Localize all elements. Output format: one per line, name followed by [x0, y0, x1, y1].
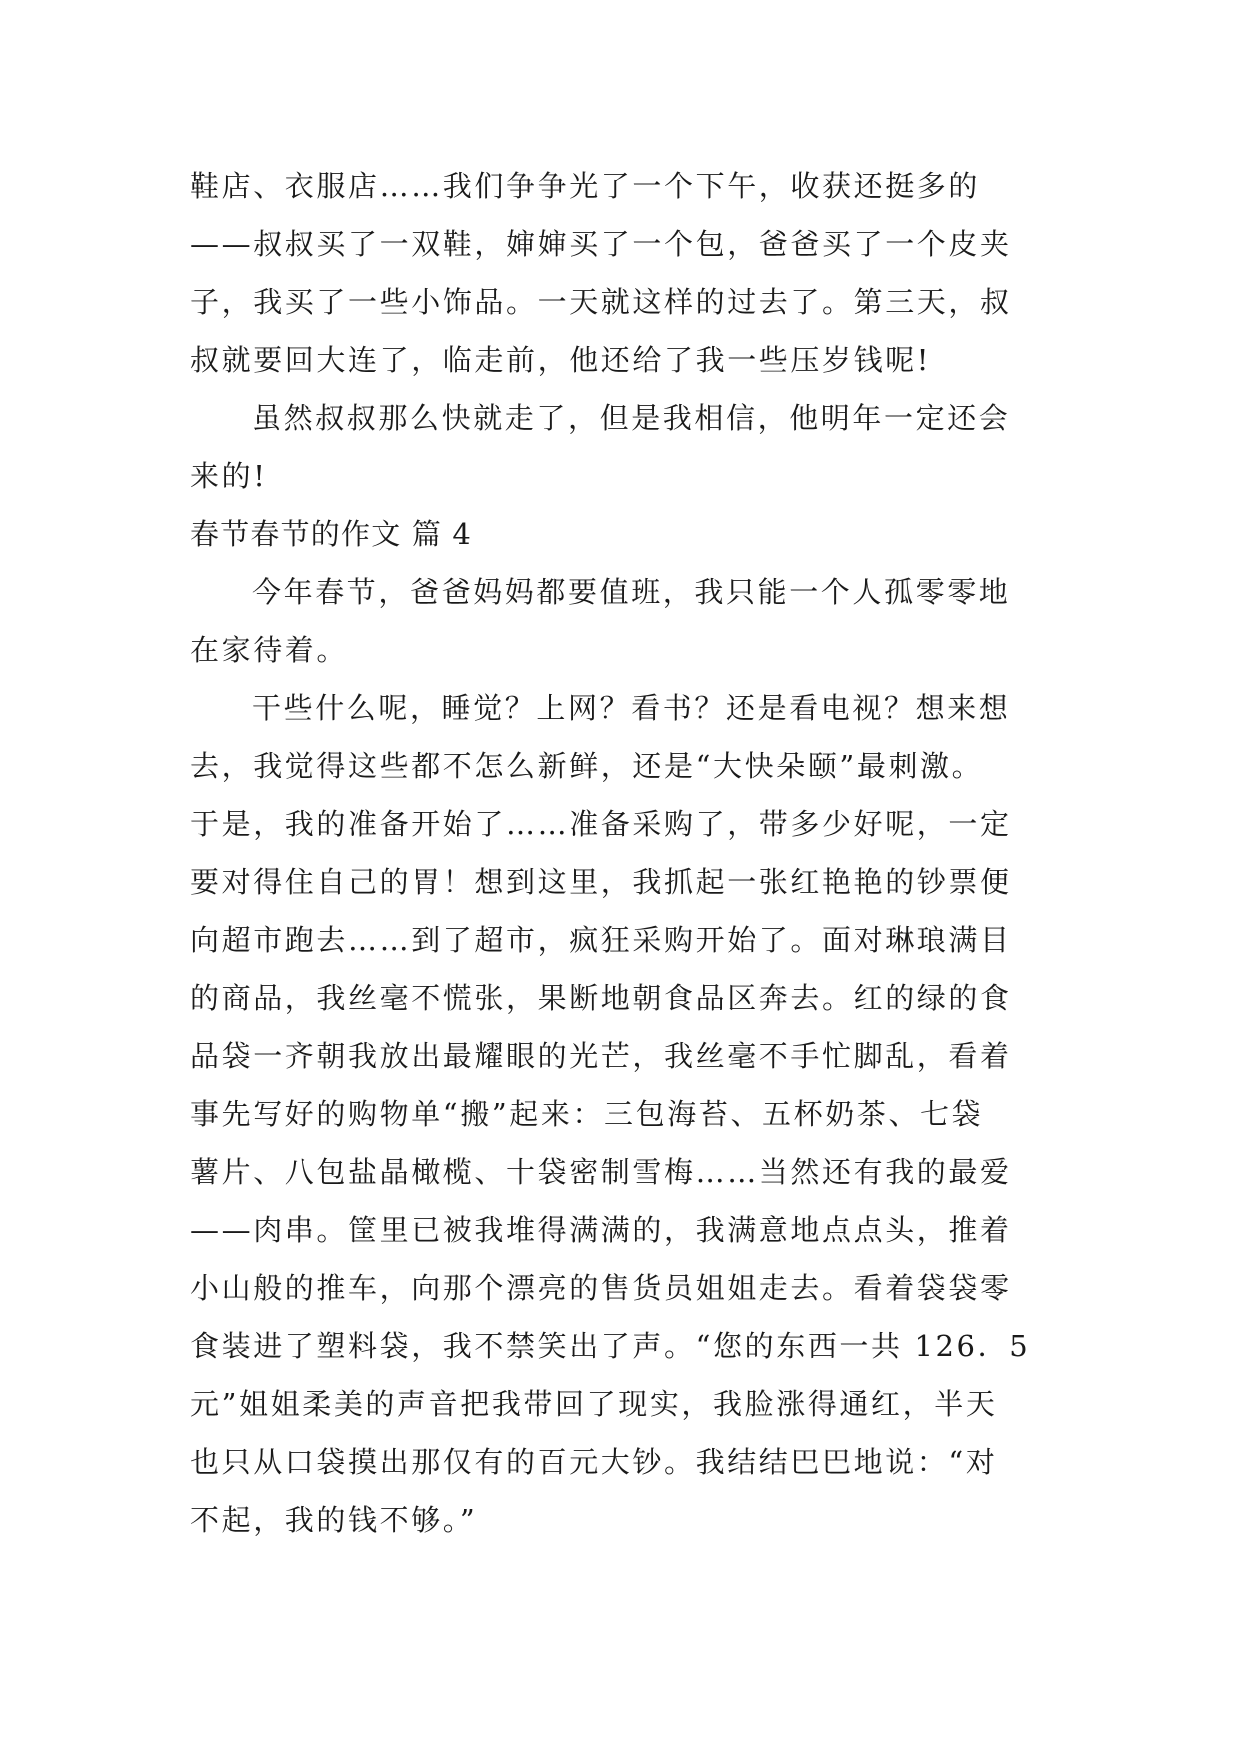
- paragraph-first-line: 干些什么呢，睡觉？上网？看书？还是看电视？想来想: [252, 691, 1011, 725]
- paragraph-first-line: 今年春节，爸爸妈妈都要值班，我只能一个人孤零零地: [252, 575, 1011, 609]
- text-line: 来的!: [190, 459, 268, 493]
- text-line: 向超市跑去……到了超市，疯狂采购开始了。面对琳琅满目: [190, 923, 1012, 957]
- text-line: 去，我觉得这些都不怎么新鲜，还是“大快朵颐”最刺激。: [190, 749, 984, 783]
- section-heading: 春节春节的作文 篇 4: [190, 517, 473, 551]
- text-line: 也只从口袋摸出那仅有的百元大钞。我结结巴巴地说：“对: [190, 1445, 998, 1479]
- text-line: 薯片、八包盐晶橄榄、十袋密制雪梅……当然还有我的最爱: [190, 1155, 1012, 1189]
- text-line: 小山般的推车，向那个漂亮的售货员姐姐走去。看着袋袋零: [190, 1271, 1012, 1305]
- text-line: 在家待着。: [190, 633, 349, 667]
- text-line: 品袋一齐朝我放出最耀眼的光芒，我丝毫不手忙脚乱，看着: [190, 1039, 1012, 1073]
- text-line: 要对得住自己的胃！想到这里，我抓起一张红艳艳的钞票便: [190, 865, 1012, 899]
- text-line: 于是，我的准备开始了……准备采购了，带多少好呢，一定: [190, 807, 1012, 841]
- text-line: 食装进了塑料袋，我不禁笑出了声。“您的东西一共 126．5: [190, 1329, 1031, 1363]
- text-line: 子，我买了一些小饰品。一天就这样的过去了。第三天，叔: [190, 285, 1012, 319]
- text-line: 叔就要回大连了，临走前，他还给了我一些压岁钱呢!: [190, 343, 932, 377]
- paragraph-first-line: 虽然叔叔那么快就走了，但是我相信，他明年一定还会: [252, 401, 1011, 435]
- text-line: ——叔叔买了一双鞋，婶婶买了一个包，爸爸买了一个皮夹: [190, 227, 1012, 261]
- text-line: 不起，我的钱不够。”: [190, 1503, 478, 1537]
- text-line: 的商品，我丝毫不慌张，果断地朝食品区奔去。红的绿的食: [190, 981, 1012, 1015]
- text-line: 事先写好的购物单“搬”起来：三包海苔、五杯奶茶、七袋: [190, 1097, 984, 1131]
- text-line: 元”姐姐柔美的声音把我带回了现实，我脸涨得通红，半天: [190, 1387, 998, 1421]
- text-line: 鞋店、衣服店……我们争争光了一个下午，收获还挺多的: [190, 169, 981, 203]
- text-line: ——肉串。筐里已被我堆得满满的，我满意地点点头，推着: [190, 1213, 1012, 1247]
